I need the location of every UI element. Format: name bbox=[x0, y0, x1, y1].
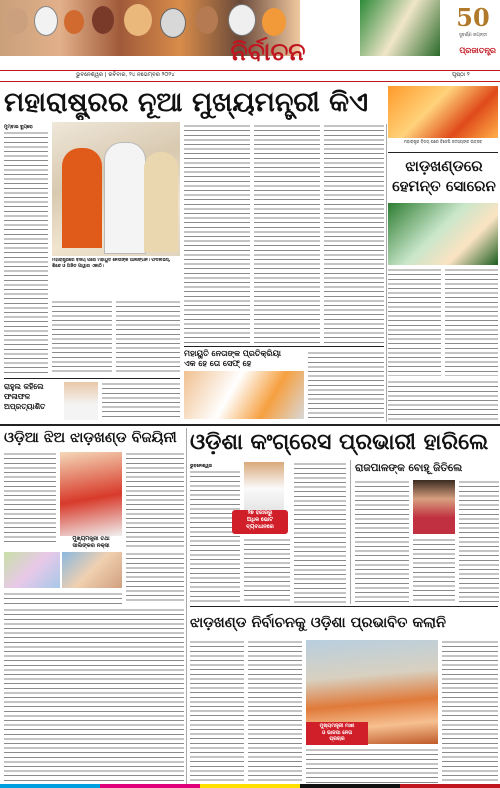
section-title: ନିର୍ବାଚନ bbox=[230, 37, 306, 66]
congress-body-col2 bbox=[244, 538, 290, 604]
congress-badge-line3: ବ୍ୟବଧାନରେ bbox=[246, 524, 274, 530]
leader-photo bbox=[34, 6, 58, 36]
odia-jia-photo-3 bbox=[62, 552, 122, 588]
congress-headline: ଓଡ଼ିଶା କଂଗ୍ରେସ ପ୍ରଭାରୀ ହାରିଲେ bbox=[190, 430, 489, 455]
lead-body-col2 bbox=[52, 300, 112, 374]
odia-jia-body-col4 bbox=[4, 592, 122, 604]
jharkhand-headline: ଝାଡ଼ଖଣ୍ଡ ନିର୍ବାଚନକୁ ଓଡ଼ିଶା ପ୍ରଭାବିତ କଲାନି bbox=[190, 615, 447, 631]
leader-photo bbox=[262, 8, 286, 36]
masthead bbox=[0, 0, 500, 84]
jharkhand-body-col2 bbox=[248, 640, 302, 784]
hemant-photo bbox=[388, 203, 498, 265]
congress-dateline: ଭୁବନେଶ୍ୱର bbox=[190, 464, 213, 469]
lead-body-col4 bbox=[184, 124, 250, 344]
lead-photo bbox=[52, 122, 180, 256]
date-line: ଭୁବନେଶ୍ୱର | ରବିବାର, ୨୪ ନଭେମ୍ବର ୨୦୨୪ bbox=[76, 72, 175, 78]
lead-body-col6 bbox=[324, 124, 384, 344]
leader-photo bbox=[196, 6, 218, 34]
congress-badge-line2: ଅଧିକ ଭୋଟ bbox=[246, 517, 274, 523]
lead-dateline: ମୁମ୍ବାଇ ବ୍ୟୁରୋ bbox=[4, 125, 33, 130]
odia-jia-body-col1 bbox=[4, 452, 56, 544]
congress-badge bbox=[232, 510, 288, 534]
rahul-body bbox=[102, 382, 180, 420]
odia-jia-body-col2 bbox=[126, 452, 184, 548]
mid-box-headline: ମହାୟୁତି ନେତାଙ୍କ ପ୍ରତିକ୍ରିୟା bbox=[184, 349, 281, 358]
leader-photo bbox=[160, 8, 186, 38]
congress-body-col3 bbox=[294, 462, 346, 604]
odia-jia-caption-line2: ସାଲିଙ୍କର ନକ୍ସା bbox=[72, 543, 110, 549]
jharkhand-caption bbox=[306, 722, 368, 745]
congress-photo bbox=[244, 462, 284, 510]
lead-photo-figure bbox=[62, 148, 102, 248]
divider bbox=[0, 424, 500, 426]
odia-jia-photo-2 bbox=[4, 552, 60, 588]
mid-box bbox=[184, 346, 384, 421]
lead-headline: ମହାରାଷ୍ଟ୍ରର ନୂଆ ମୁଖ୍ୟମନ୍ତ୍ରୀ କିଏ bbox=[4, 87, 369, 118]
leader-photo bbox=[228, 4, 256, 36]
jharkhand-body-col3 bbox=[306, 748, 438, 784]
lead-photo-figure bbox=[104, 142, 146, 254]
rajpal-body-col1 bbox=[355, 480, 409, 604]
odia-jia-body-col5 bbox=[4, 608, 184, 784]
rajpal-photo bbox=[413, 480, 455, 534]
odia-jia-caption-line1: ମୁଖ୍ୟମନ୍ତ୍ରୀ ତଥା bbox=[72, 536, 110, 542]
mid-box-photo bbox=[184, 371, 304, 419]
lead-body-col3 bbox=[116, 300, 180, 374]
congress-body-col1 bbox=[190, 470, 240, 604]
right-top-photo bbox=[388, 86, 498, 138]
registration-bar bbox=[0, 784, 500, 788]
hemant-body-col2 bbox=[445, 268, 498, 376]
lead-photo-figure bbox=[144, 152, 178, 252]
lead-body-col1 bbox=[4, 131, 48, 374]
column-rule bbox=[386, 124, 387, 422]
rahul-photo bbox=[64, 382, 98, 420]
rajpal-body-col3 bbox=[413, 538, 455, 604]
page-label: ପୃଷ୍ଠା ୨ bbox=[452, 72, 470, 78]
lead-body-col5 bbox=[254, 124, 320, 344]
divider bbox=[190, 606, 498, 607]
column-rule bbox=[186, 428, 187, 784]
rajpal-body-col2 bbox=[459, 480, 499, 604]
jharkhand-caption-line1: ମୁଖ୍ୟମନ୍ତ୍ରୀ ମାଝୀ bbox=[319, 723, 355, 729]
anniversary-logo bbox=[450, 4, 496, 44]
lead-photo-caption: ମହାରାଷ୍ଟ୍ରରେ ବିଜୟ ପରେ ମହାୟୁତି ନେତାଙ୍କ ଆଲିଙ୍ଗନ। ଫଡନାଭିସ୍, ଶିନ୍ଦେ ଓ ଅଜିତ ପାୱାର ଏକାଠି। bbox=[52, 258, 171, 269]
rahul-headline: ରାହୁଲ କହିଲେ ଫଳାଫଳ ଅପ୍ରତ୍ୟାଶିତ bbox=[4, 382, 46, 411]
mid-box-body bbox=[308, 351, 384, 419]
date-bar bbox=[0, 70, 500, 82]
jharkhand-body-col4 bbox=[442, 640, 498, 784]
jharkhand-caption-line2: ଓ ଭାଜପା ନେତା bbox=[321, 729, 353, 736]
jharkhand-caption-line3: ପ୍ରଚାର bbox=[329, 736, 345, 742]
divider bbox=[388, 152, 498, 153]
leader-photo bbox=[124, 4, 152, 36]
leader-photo bbox=[92, 6, 114, 34]
leader-photo bbox=[6, 8, 28, 34]
rajpal-headline: ରାଜପାଳଙ୍କ ବୋହୂ ଜିତିଲେ bbox=[355, 462, 463, 474]
congress-badge-line1: ୨୭ ହଜାରରୁ bbox=[247, 510, 273, 516]
odia-jia-photo bbox=[60, 452, 122, 536]
hemant-body-col3 bbox=[388, 380, 498, 420]
rahul-box bbox=[4, 378, 180, 423]
jharkhand-body-col1 bbox=[190, 640, 244, 784]
hemant-body-col1 bbox=[388, 268, 441, 376]
leader-photo bbox=[64, 10, 84, 34]
rajpal-box bbox=[350, 460, 499, 604]
odia-jia-caption bbox=[60, 536, 122, 550]
right-top-caption: ମହାରାଷ୍ଟ୍ର ବିଜୟ ପରେ ବିଜେପି ସଦସ୍ୟଙ୍କ ଉତ୍ସବ bbox=[403, 139, 483, 144]
anniversary-sub: ସୁବର୍ଣ୍ଣ ଜୟନ୍ତୀ bbox=[458, 33, 488, 38]
brand-name: ପ୍ରଜାତନ୍ତ୍ର bbox=[459, 46, 496, 55]
odia-jia-headline: ଓଡ଼ିଆ ଝିଅ ଝାଡ଼ଖଣ୍ଡ ବିଜୟିନୀ bbox=[4, 430, 177, 446]
anniversary-number: 50 bbox=[456, 3, 490, 32]
mid-box-subhead: ଏକ ହେ ତୋ ସେଫ୍ ହେ bbox=[184, 359, 252, 368]
hemant-headline: ଝାଡ଼ଖଣ୍ଡରେ ହେମନ୍ତ ସୋରେନ bbox=[392, 157, 496, 195]
odia-jia-body-col3 bbox=[126, 552, 184, 604]
